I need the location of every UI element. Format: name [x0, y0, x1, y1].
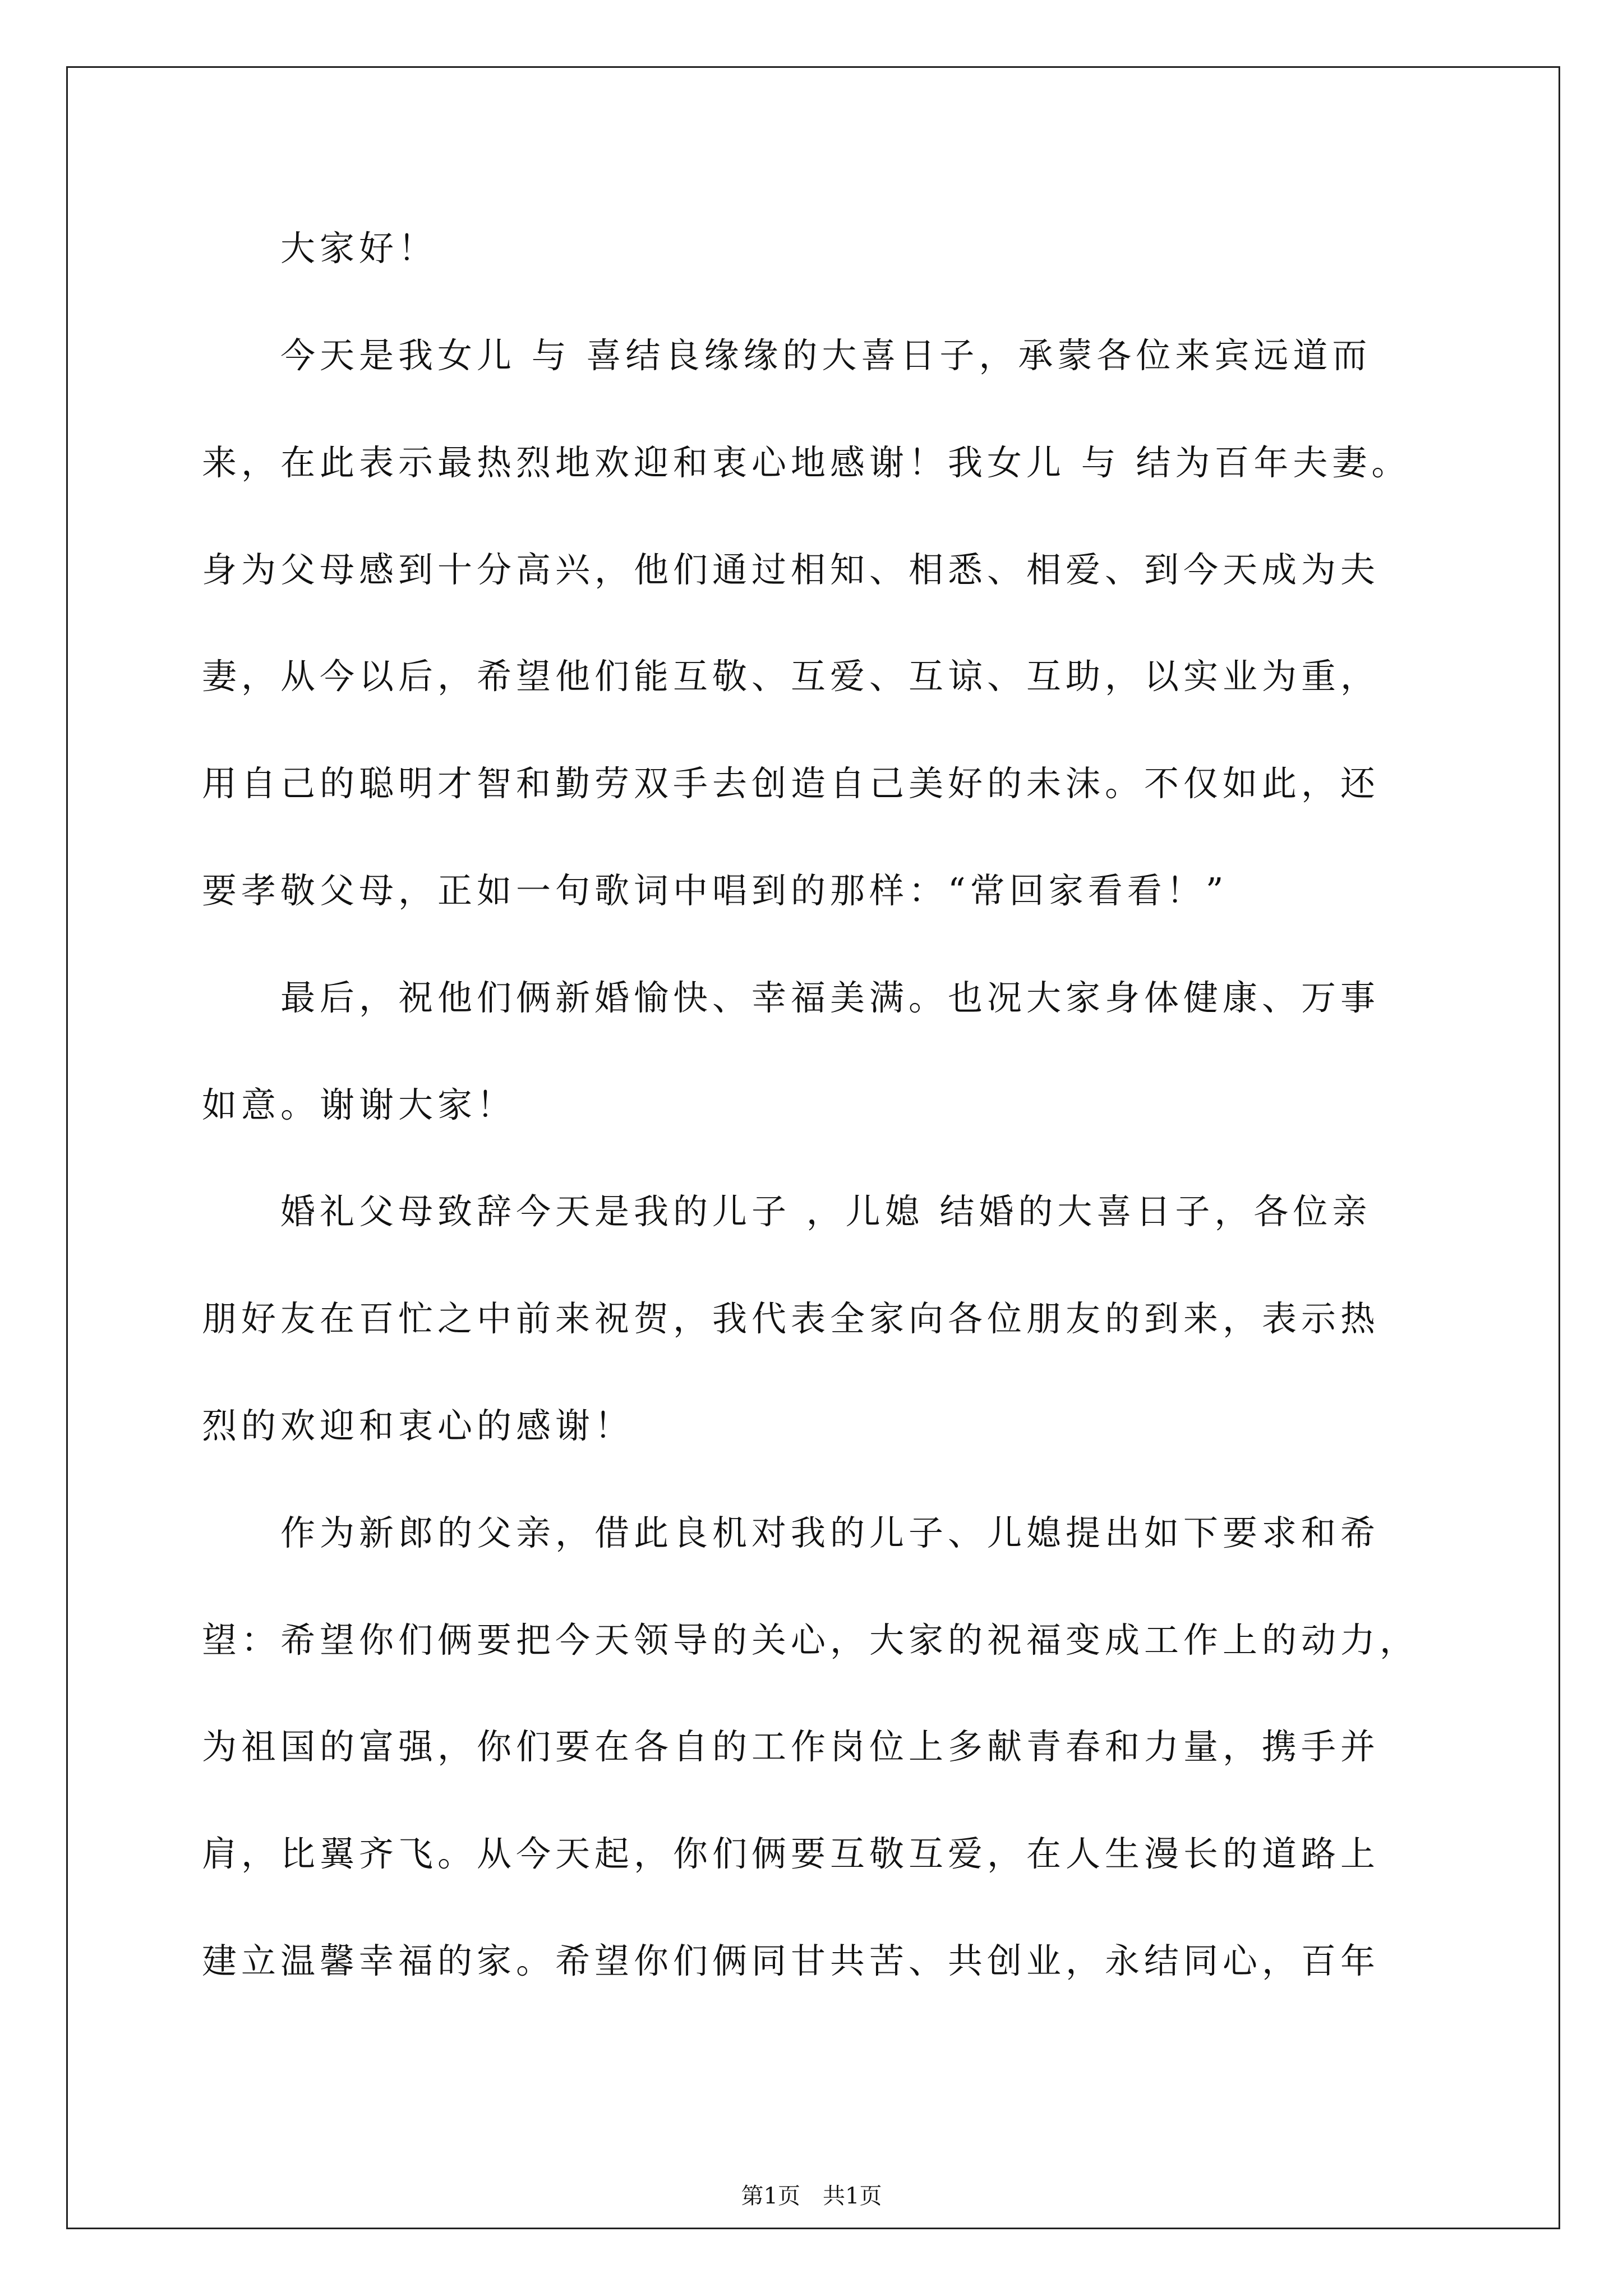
text-line: 烈的欢迎和衷心的感谢！: [202, 1405, 634, 1446]
text-line: 大家好！: [202, 228, 438, 269]
text-line: 要孝敬父母，正如一句歌词中唱到的那样：“常回家看看！”: [202, 870, 1228, 911]
page-border: [66, 66, 1560, 2229]
text-line: 来，在此表示最热烈地欢迎和衷心地感谢！我女儿 与 结为百年夫妻。: [202, 442, 1411, 483]
text-line: 作为新郎的父亲，借此良机对我的儿子、儿媳提出如下要求和希: [202, 1512, 1380, 1553]
text-line: 望：希望你们俩要把今天领导的关心，大家的祝福变成工作上的动力，: [202, 1619, 1419, 1660]
text-line: 婚礼父母致辞今天是我的儿子 ，儿媳 结婚的大喜日子，各位亲: [202, 1191, 1372, 1232]
text-line: 朋好友在百忙之中前来祝贺，我代表全家向各位朋友的到来，表示热: [202, 1298, 1380, 1339]
text-line: 如意。谢谢大家！: [202, 1084, 517, 1125]
text-line: 最后，祝他们俩新婚愉快、幸福美满。也况大家身体健康、万事: [202, 977, 1380, 1018]
text-line: 身为父母感到十分高兴，他们通过相知、相悉、相爱、到今天成为夫: [202, 549, 1380, 590]
text-line: 建立温馨幸福的家。希望你们俩同甘共苦、共创业，永结同心，百年: [202, 1940, 1380, 1981]
page-footer: 第1页 共1页: [741, 2183, 882, 2209]
text-line: 今天是我女儿 与 喜结良缘缘的大喜日子，承蒙各位来宾远道而: [202, 335, 1372, 376]
text-line: 为祖国的富强，你们要在各自的工作岗位上多献青春和力量，携手并: [202, 1726, 1380, 1767]
text-line: 妻，从今以后，希望他们能互敬、互爱、互谅、互助，以实业为重，: [202, 656, 1380, 697]
text-line: 用自己的聪明才智和勤劳双手去创造自己美好的未沫。不仅如此，还: [202, 763, 1380, 804]
text-line: 肩，比翼齐飞。从今天起，你们俩要互敬互爱，在人生漫长的道路上: [202, 1833, 1380, 1874]
